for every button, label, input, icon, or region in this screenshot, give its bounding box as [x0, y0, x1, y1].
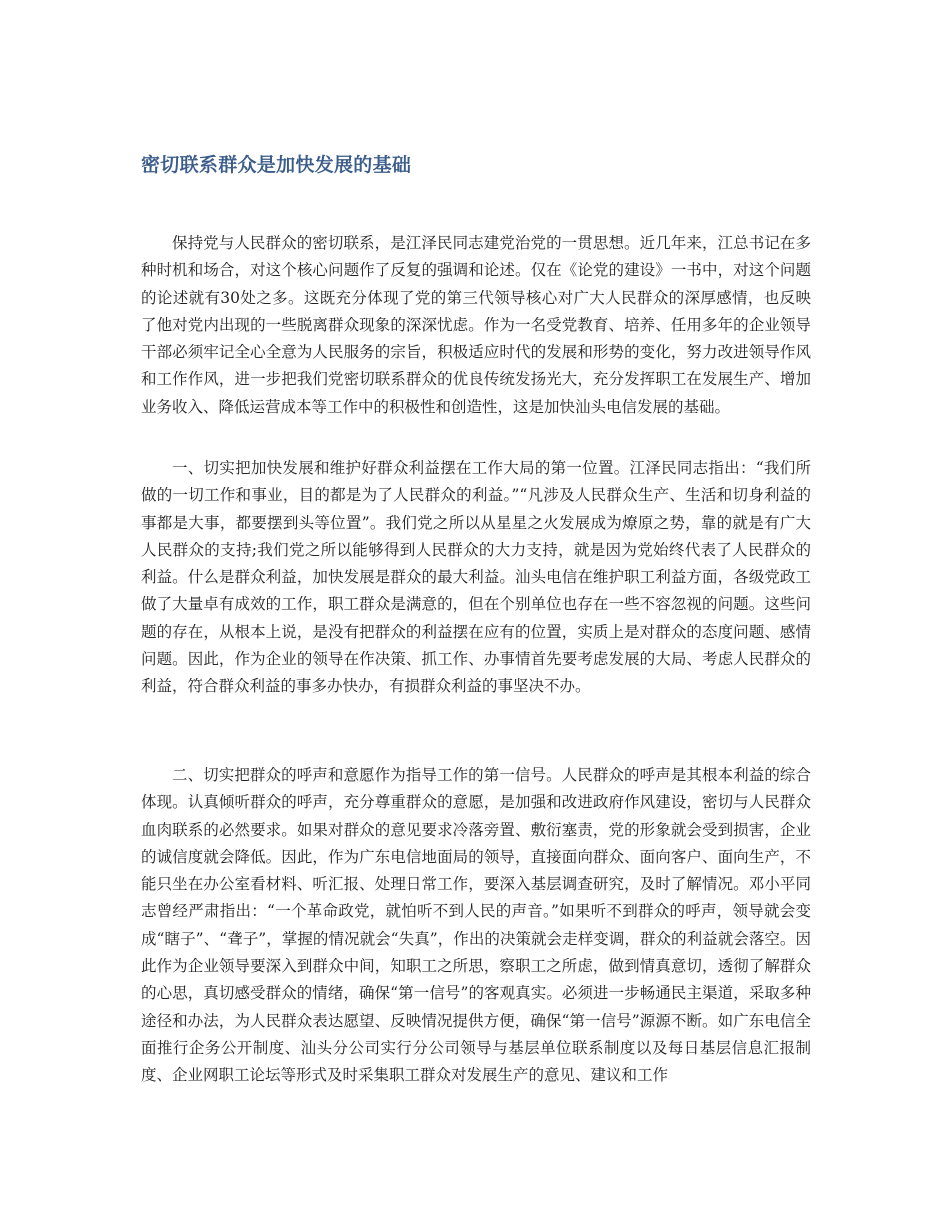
- paragraph-section-one: 一、切实把加快发展和维护好群众利益摆在工作大局的第一位置。江泽民同志指出：“我们所做的一切工作和事业，目的都是为了人民群众的利益。”“凡涉及人民群众生产、生活和切身利益的事都是大事，都要摆到头等位置”。我们党之所以从星星之火发展成为燎原之势，靠的就是有广大人民群众的支持;我们党之所以能够得到人民群众的大力支持，就是因为党始终代表了人民群众的利益。什么是群众利益，加快发展是群众的最大利益。汕头电信在维护职工利益方面，各级党政工做了大量卓有成效的工作，职工群众是满意的，但在个别单位也存在一些不容忽视的问题。这些问题的存在，从根本上说，是没有把群众的利益摆在应有的位置，实质上是对群众的态度问题、感情问题。因此，作为企业的领导在作决策、抓工作、办事情首先要考虑发展的大局、考虑人民群众的利益，符合群众利益的事多办快办，有损群众利益的事坚决不办。: [141, 459, 811, 696]
- paragraph-section-two: 二、切实把群众的呼声和意愿作为指导工作的第一信号。人民群众的呼声是其根本利益的综合体现。认真倾听群众的呼声，充分尊重群众的意愿，是加强和改进政府作风建设，密切与人民群众血肉联系的必然要求。如果对群众的意见要求冷落旁置、敷衍塞责，党的形象就会受到损害，企业的诚信度就会降低。因此，作为广东电信地面局的领导，直接面向群众、面向客户、面向生产，不能只坐在办公室看材料、听汇报、处理日常工作，要深入基层调查研究，及时了解情况。邓小平同志曾经严肃指出：“一个革命政党，就怕听不到人民的声音。”如果听不到群众的呼声，领导就会变成“瞎子”、“聋子”，掌握的情况就会“失真”，作出的决策就会走样变调，群众的利益就会落空。因此作为企业领导要深入到群众中间，知职工之所思，察职工之所虑，做到情真意切，透彻了解群众的心思，真切感受群众的情绪，确保“第一信号”的客观真实。必须进一步畅通民主渠道，采取多种途径和办法，为人民群众表达愿望、反映情况提供方便，确保“第一信号”源源不断。如广东电信全面推行企务公开制度、汕头分公司实行分公司领导与基层单位联系制度以及每日基层信息汇报制度、企业网职工论坛等形式及时采集职工群众对发展生产的意见、建议和工作: [141, 766, 811, 1085]
- page-title: 密切联系群众是加快发展的基础: [141, 154, 412, 176]
- paragraph-intro: 保持党与人民群众的密切联系，是江泽民同志建党治党的一贯思想。近几年来，江总书记在多种时机和场合，对这个核心问题作了反复的强调和论述。仅在《论党的建设》一书中，对这个问题的论述就有30处之多。这既充分体现了党的第三代领导核心对广大人民群众的深厚感情，也反映了他对党内出现的一些脱离群众现象的深深忧虑。作为一名受党教育、培养、任用多年的企业领导干部必须牢记全心全意为人民服务的宗旨，积极适应时代的发展和形势的变化，努力改进领导作风和工作作风，进一步把我们党密切联系群众的优良传统发扬光大，充分发挥职工在发展生产、增加业务收入、降低运营成本等工作中的积极性和创造性，这是加快汕头电信发展的基础。: [141, 234, 811, 416]
